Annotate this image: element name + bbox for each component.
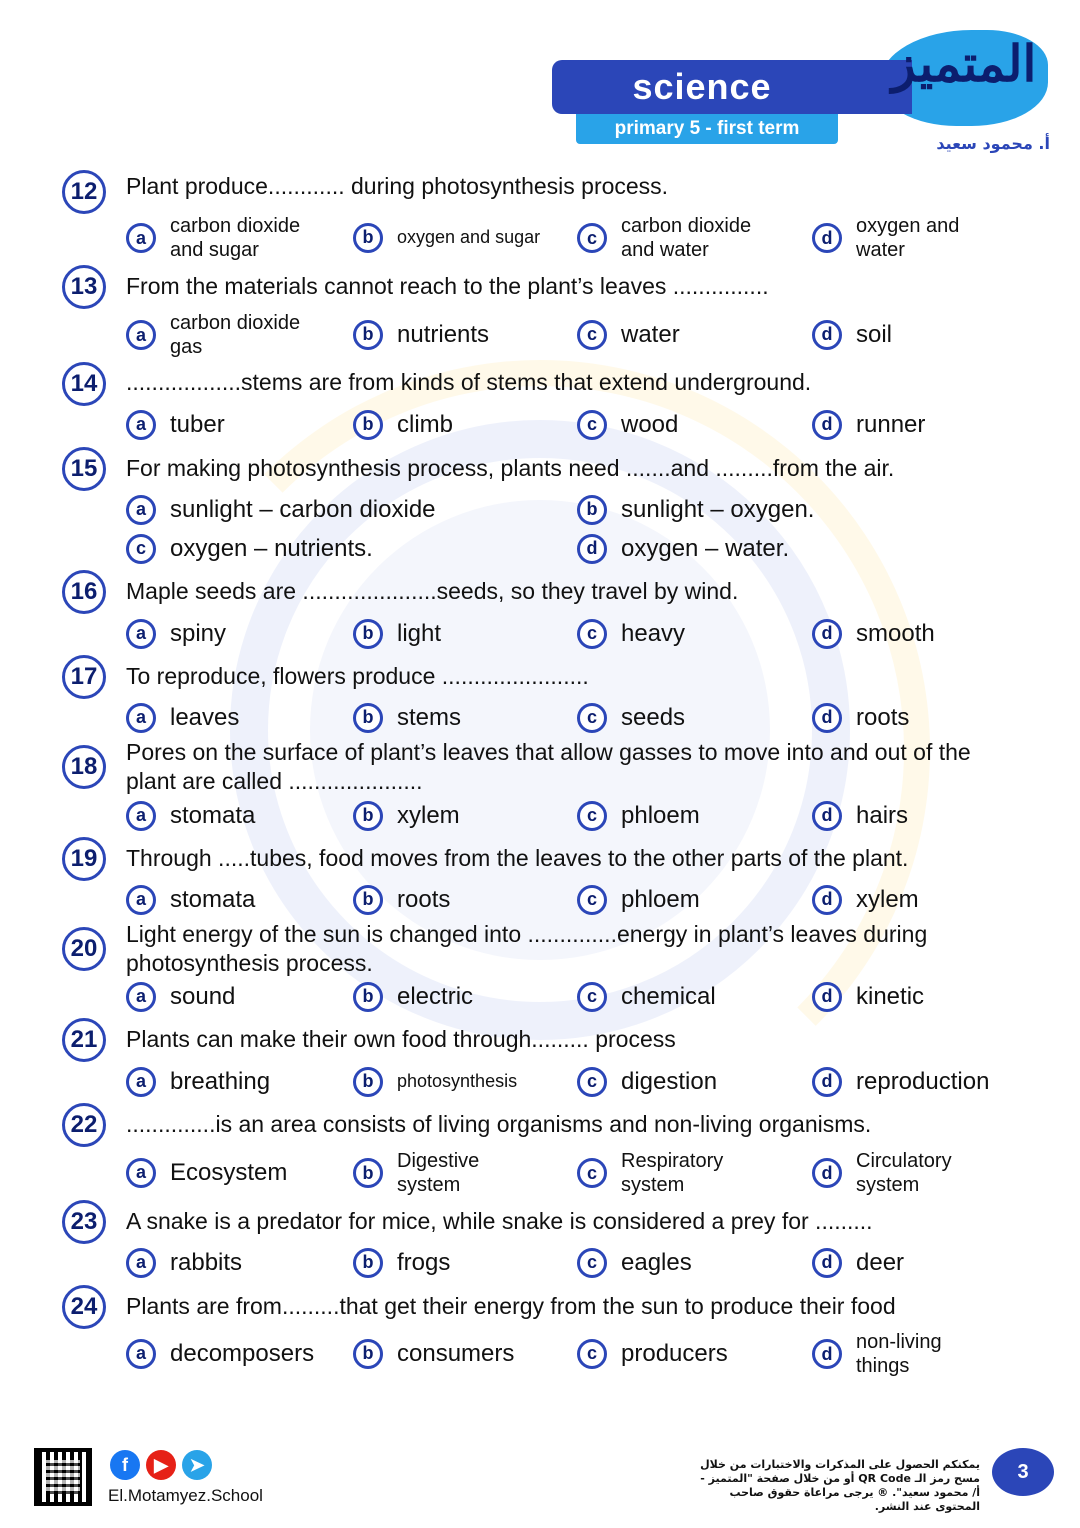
option-text: heavy	[621, 620, 686, 647]
option-letter-badge: c	[577, 982, 607, 1012]
answer-option-c[interactable]	[126, 536, 373, 561]
option-text: spiny	[170, 620, 227, 647]
question-number: 12	[62, 170, 106, 214]
question-text: ..............is an area consists of living organisms and non-living organisms.	[126, 1111, 872, 1137]
answer-option-a[interactable]	[126, 1160, 287, 1185]
grade-subtitle: primary 5 - first term	[614, 118, 800, 139]
question-number: 16	[62, 570, 106, 614]
option-letter-badge: b	[353, 320, 383, 350]
option-letter-badge: c	[577, 1067, 607, 1097]
option-letter-badge: d	[812, 1339, 842, 1369]
question-number: 18	[62, 745, 106, 789]
option-text: seeds	[621, 704, 686, 731]
option-letter-badge: d	[812, 1248, 842, 1278]
option-letter-badge: c	[577, 1158, 607, 1188]
option-text: eagles	[621, 1249, 692, 1276]
question-text: A snake is a predator for mice, while snake is considered a prey for .........	[126, 1208, 873, 1234]
answer-option-d[interactable]	[812, 984, 924, 1009]
option-letter-badge: d	[812, 1067, 842, 1097]
option-letter-badge: d	[577, 534, 607, 564]
question-text: For making photosynthesis process, plants need .......and .........from the air.	[126, 455, 895, 481]
answer-option-a[interactable]	[126, 497, 436, 522]
option-letter-badge: a	[126, 1067, 156, 1097]
answer-option-a[interactable]	[126, 1341, 314, 1366]
option-letter-badge: a	[126, 703, 156, 733]
qr-code[interactable]	[34, 1448, 92, 1506]
option-letter-badge: d	[812, 410, 842, 440]
option-text: sunlight – oxygen.	[621, 496, 815, 523]
answer-option-a[interactable]	[126, 214, 300, 262]
answer-option-d[interactable]	[812, 412, 925, 437]
answer-option-c[interactable]	[577, 1341, 728, 1366]
question-number: 13	[62, 265, 106, 309]
option-text: chemical	[621, 983, 716, 1010]
telegram-icon[interactable]: ➤	[182, 1450, 212, 1480]
question-text: Light energy of the sun is changed into ..............energy in plant’s leaves during photosynthesis process.	[126, 921, 928, 976]
option-text: sunlight – carbon dioxide	[170, 496, 436, 523]
option-text: oxygen – nutrients.	[170, 535, 373, 562]
answer-option-d[interactable]	[812, 1069, 989, 1094]
answer-option-b[interactable]	[353, 621, 441, 646]
option-text: Digestive system	[397, 1150, 480, 1196]
option-text: climb	[397, 411, 454, 438]
option-letter-badge: c	[577, 223, 607, 253]
subject-title: science	[632, 66, 772, 107]
option-text: soil	[856, 321, 893, 348]
option-text: roots	[856, 704, 910, 731]
option-letter-badge: b	[353, 1158, 383, 1188]
option-text: frogs	[397, 1249, 451, 1276]
answer-option-c[interactable]	[577, 1149, 723, 1197]
option-text: Respiratory system	[621, 1150, 724, 1196]
answer-option-a[interactable]	[126, 984, 235, 1009]
option-text: xylem	[397, 802, 460, 829]
option-letter-badge: b	[353, 1067, 383, 1097]
answer-option-b[interactable]	[353, 412, 453, 437]
option-letter-badge: d	[812, 801, 842, 831]
option-text: leaves	[170, 704, 240, 731]
option-text: carbon dioxide gas	[170, 312, 301, 358]
option-text: stems	[397, 704, 462, 731]
option-letter-badge: b	[353, 410, 383, 440]
facebook-icon[interactable]: f	[110, 1450, 140, 1480]
option-text: electric	[397, 983, 474, 1010]
option-text: Ecosystem	[170, 1159, 288, 1186]
answer-option-d[interactable]	[812, 803, 908, 828]
option-text: reproduction	[856, 1068, 990, 1095]
option-letter-badge: a	[126, 982, 156, 1012]
answer-option-a[interactable]	[126, 621, 226, 646]
answer-option-a[interactable]	[126, 887, 255, 912]
answer-option-a[interactable]	[126, 1250, 242, 1275]
question-text: Plants can make their own food through......... process	[126, 1026, 676, 1052]
option-text: water	[621, 321, 680, 348]
answer-option-b[interactable]	[353, 887, 450, 912]
answer-option-d[interactable]	[812, 1330, 942, 1378]
option-letter-badge: b	[353, 885, 383, 915]
option-text: rabbits	[170, 1249, 243, 1276]
option-letter-badge: c	[577, 619, 607, 649]
question-text: To reproduce, flowers produce .......................	[126, 663, 589, 689]
answer-option-c[interactable]	[577, 803, 700, 828]
option-text: photosynthesis	[397, 1071, 518, 1091]
question-text: Pores on the surface of plant’s leaves that allow gasses to move into and out of the plant are called .....................	[126, 739, 971, 794]
option-letter-badge: c	[577, 703, 607, 733]
answer-option-b[interactable]	[353, 803, 460, 828]
option-text: breathing	[170, 1068, 271, 1095]
question-text: Maple seeds are .....................seeds, so they travel by wind.	[126, 578, 739, 604]
answer-option-c[interactable]	[577, 705, 685, 730]
question-text: ..................stems are from kinds of stems that extend underground.	[126, 369, 812, 395]
answer-option-b[interactable]	[353, 322, 489, 347]
option-text: nutrients	[397, 321, 490, 348]
answer-option-b[interactable]	[353, 1250, 450, 1275]
option-text: Circulatory system	[856, 1150, 952, 1196]
option-letter-badge: b	[353, 1339, 383, 1369]
question-number: 22	[62, 1103, 106, 1147]
option-letter-badge: b	[353, 703, 383, 733]
answer-option-b[interactable]	[353, 1069, 517, 1094]
option-text: kinetic	[856, 983, 925, 1010]
option-text: phloem	[621, 802, 700, 829]
option-letter-badge: a	[126, 619, 156, 649]
option-letter-badge: b	[353, 223, 383, 253]
school-handle: El.Motamyez.School	[108, 1486, 263, 1505]
option-letter-badge: a	[126, 1158, 156, 1188]
answer-option-a[interactable]	[126, 705, 239, 730]
option-text: phloem	[621, 886, 700, 913]
answer-option-b[interactable]	[353, 984, 473, 1009]
answer-option-c[interactable]	[577, 214, 751, 262]
answer-option-d[interactable]	[812, 1250, 904, 1275]
option-letter-badge: d	[812, 320, 842, 350]
answer-option-a[interactable]	[126, 412, 225, 437]
option-text: tuber	[170, 411, 225, 438]
option-letter-badge: d	[812, 885, 842, 915]
question-number: 23	[62, 1200, 106, 1244]
answer-option-b[interactable]	[353, 705, 461, 730]
option-text: stomata	[170, 802, 256, 829]
option-text: roots	[397, 886, 451, 913]
answer-option-d[interactable]	[812, 214, 959, 262]
option-letter-badge: b	[577, 495, 607, 525]
question-number: 20	[62, 927, 106, 971]
option-letter-badge: a	[126, 1248, 156, 1278]
option-text: stomata	[170, 886, 256, 913]
option-letter-badge: b	[353, 982, 383, 1012]
question-number: 17	[62, 655, 106, 699]
option-text: oxygen – water.	[621, 535, 790, 562]
question-number: 21	[62, 1018, 106, 1062]
option-letter-badge: c	[577, 885, 607, 915]
answer-option-c[interactable]	[577, 412, 678, 437]
option-letter-badge: d	[812, 223, 842, 253]
author-name: أ. محمود سعيد	[936, 134, 1050, 153]
answer-option-a[interactable]	[126, 803, 255, 828]
option-letter-badge: c	[577, 1339, 607, 1369]
option-letter-badge: c	[577, 1248, 607, 1278]
option-text: consumers	[397, 1340, 515, 1367]
question-text: From the materials cannot reach to the plant’s leaves ...............	[126, 273, 769, 299]
option-letter-badge: c	[126, 534, 156, 564]
logo-wordmark: المتميز	[891, 34, 1037, 93]
option-text: carbon dioxide and sugar	[170, 215, 301, 261]
answer-option-d[interactable]	[812, 705, 909, 730]
option-letter-badge: d	[812, 703, 842, 733]
youtube-icon[interactable]: ▶	[146, 1450, 176, 1480]
option-text: smooth	[856, 620, 935, 647]
option-letter-badge: b	[353, 619, 383, 649]
option-text: sound	[170, 983, 236, 1010]
option-letter-badge: c	[577, 801, 607, 831]
answer-option-d[interactable]	[577, 536, 789, 561]
answer-option-b[interactable]	[353, 1341, 514, 1366]
answer-option-c[interactable]	[577, 322, 680, 347]
answer-option-c[interactable]	[577, 984, 716, 1009]
option-text: decomposers	[170, 1340, 315, 1367]
option-text: digestion	[621, 1068, 718, 1095]
social-icons	[110, 1450, 212, 1480]
grade-banner	[576, 114, 838, 144]
option-text: hairs	[856, 802, 909, 829]
option-text: wood	[621, 411, 679, 438]
answer-option-c[interactable]	[577, 887, 700, 912]
option-text: runner	[856, 411, 926, 438]
option-letter-badge: d	[812, 619, 842, 649]
option-text: xylem	[856, 886, 919, 913]
option-text: oxygen and water	[856, 215, 960, 261]
answer-option-d[interactable]	[812, 621, 935, 646]
option-text: oxygen and sugar	[397, 227, 541, 247]
question-number: 19	[62, 837, 106, 881]
option-letter-badge: a	[126, 801, 156, 831]
answer-option-a[interactable]	[126, 1069, 270, 1094]
question-text: Plants are from.........that get their energy from the sun to produce their food	[126, 1293, 896, 1319]
question-number: 14	[62, 362, 106, 406]
option-letter-badge: b	[353, 1248, 383, 1278]
option-text: light	[397, 620, 442, 647]
subject-banner	[552, 60, 912, 114]
page-number: 3	[992, 1448, 1054, 1496]
question-number: 24	[62, 1285, 106, 1329]
question-text: Through .....tubes, food moves from the leaves to the other parts of the plant.	[126, 845, 909, 871]
answer-option-c[interactable]	[577, 621, 685, 646]
option-letter-badge: c	[577, 410, 607, 440]
answer-option-b[interactable]	[353, 225, 540, 250]
question-number: 15	[62, 447, 106, 491]
option-letter-badge: a	[126, 1339, 156, 1369]
option-text: non-living things	[856, 1331, 942, 1377]
option-letter-badge: a	[126, 223, 156, 253]
option-letter-badge: a	[126, 495, 156, 525]
option-letter-badge: d	[812, 1158, 842, 1188]
option-letter-badge: a	[126, 885, 156, 915]
answer-option-b[interactable]	[577, 497, 814, 522]
option-letter-badge: d	[812, 982, 842, 1012]
question-text: Plant produce............ during photosynthesis process.	[126, 173, 669, 199]
option-letter-badge: b	[353, 801, 383, 831]
answer-option-d[interactable]	[812, 887, 919, 912]
answer-option-d[interactable]	[812, 1149, 952, 1197]
footer-note: يمكنكم الحصول على المذكرات والاختبارات من خلال مسح رمز الـ QR Code أو من خلال صفحة "المتميز - أ/ محمود سعيد". ® يرجى مراعاة حقوق صاحب المحتوى عند النشر.	[700, 1458, 980, 1513]
option-text: carbon dioxide and water	[621, 215, 752, 261]
option-text: deer	[856, 1249, 905, 1276]
answer-option-c[interactable]	[577, 1069, 717, 1094]
answer-option-b[interactable]	[353, 1149, 479, 1197]
answer-option-a[interactable]	[126, 311, 300, 359]
option-letter-badge: a	[126, 320, 156, 350]
answer-option-c[interactable]	[577, 1250, 692, 1275]
option-text: producers	[621, 1340, 728, 1367]
answer-option-d[interactable]	[812, 322, 892, 347]
option-letter-badge: a	[126, 410, 156, 440]
option-letter-badge: c	[577, 320, 607, 350]
